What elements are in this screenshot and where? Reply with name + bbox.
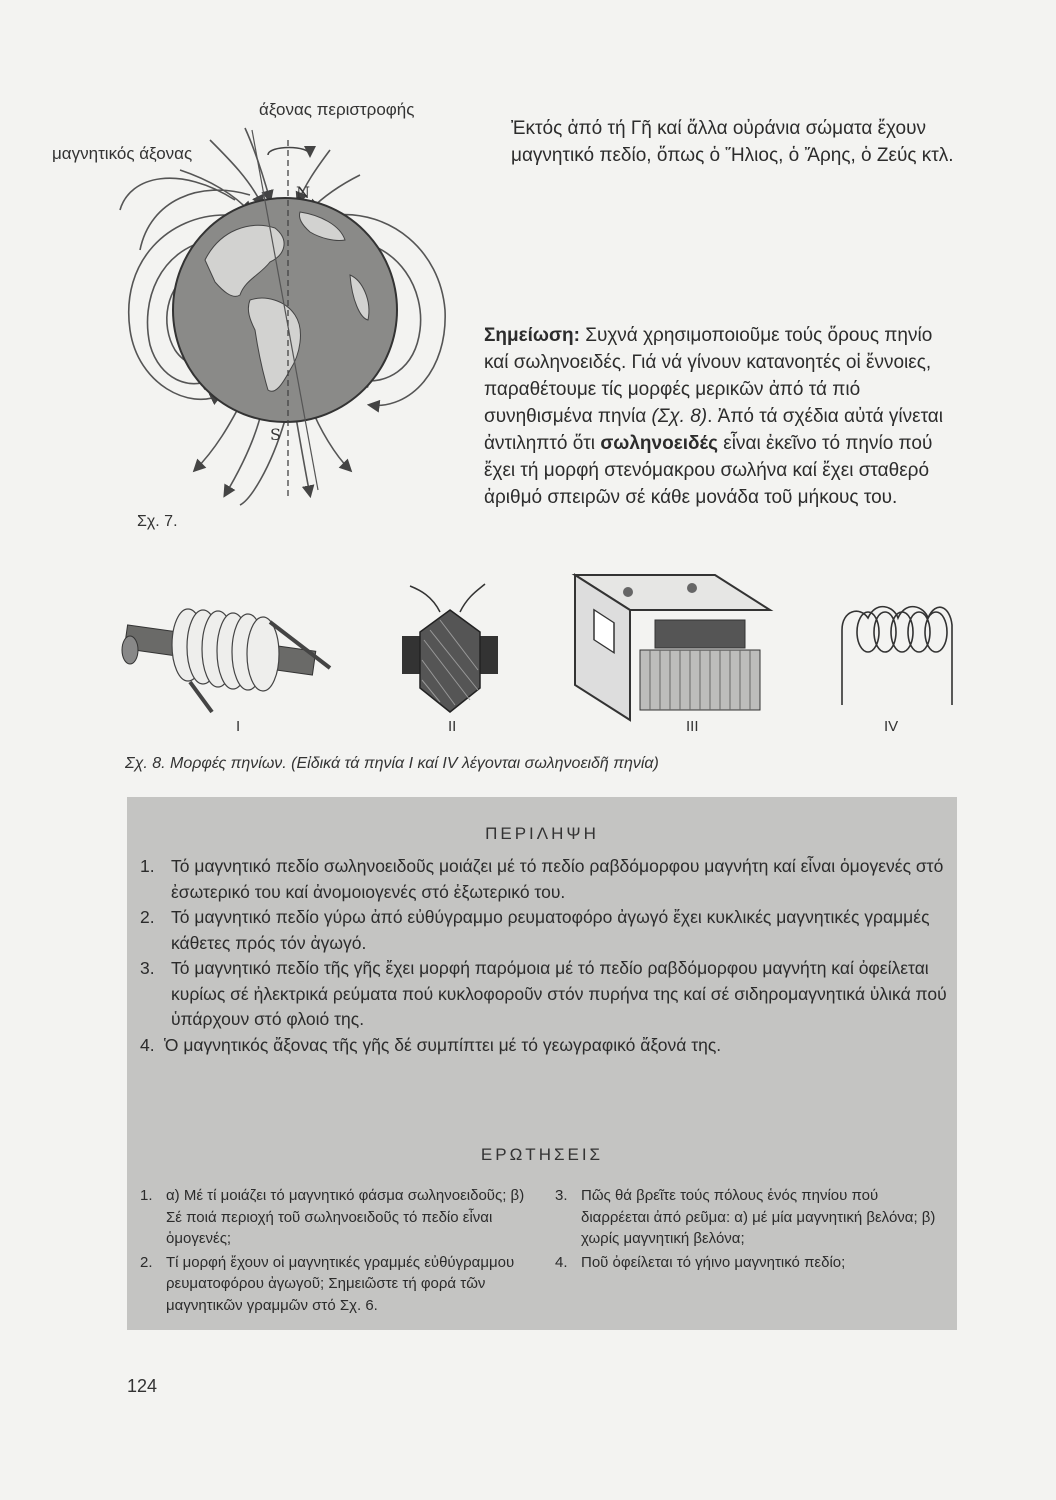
rotation-arrow-icon [268, 148, 310, 156]
summary-item-number: 1. [140, 856, 155, 876]
note-text-2: . Ἀπό τά σχέδια αὐτά γίνεται ἀντιληπτό ὅτι [484, 406, 944, 454]
summary-item-number: 4. [140, 1034, 155, 1055]
figure8-caption: Σχ. 8. Μορφές πηνίων. (Εἰδικά τά πηνία I καί IV λέγονται σωληνοειδῆ πηνία) [125, 755, 659, 772]
note-text-1: Συχνά χρησιμοποιοῦμε τούς ὅρους πηνίο καί σωληνοειδές. Γιά νά γίνουν κατανοητές οἱ ἔννοιες, παραθέτουμε τίς μορφές μερικῶν ἀπό τά πιό συνηθισμένα πηνία [484, 325, 933, 427]
note-paragraph [484, 322, 959, 511]
coil-label-ii: II [448, 718, 457, 735]
question-text: Πῶς θά βρεῖτε τούς πόλους ἑνός πηνίου πού διαρρέεται ἀπό ρεῦμα: α) μέ μία μαγνητική βελόνα; β) χωρίς μαγνητική βελόνα; [581, 1187, 936, 1247]
page-number: 124 [127, 1376, 158, 1396]
note-term: σωληνοειδές [600, 433, 718, 454]
questions-column-left [140, 1185, 535, 1316]
coil-ii [402, 584, 498, 712]
note-heading: Σημείωση: [484, 325, 580, 346]
coil-label-i: I [236, 718, 241, 735]
south-pole-label: S [270, 425, 281, 444]
figure7-caption: Σχ. 7. [137, 513, 178, 530]
question-number: 2. [140, 1253, 153, 1271]
summary-item-text: Τό μαγνητικό πεδίο γύρω ἀπό εὐθύγραμμο ρευματοφόρο ἀγωγό ἔχει κυκλικές μαγνητικές γραμμές κάθετες πρός τόν ἀγωγό. [171, 907, 930, 953]
magnetic-axis-label: μαγνητικός άξονας [52, 144, 193, 163]
rotation-axis-label: άξονας περιστροφής [259, 100, 415, 119]
summary-item [140, 854, 948, 1058]
summary-item-text: Ὁ μαγνητικός ἄξονας τῆς γῆς δέ συμπίπτει μέ τό γεωγραφικό ἄξονά της. [164, 1034, 722, 1055]
question-number: 3. [555, 1187, 568, 1204]
coil-iii [575, 575, 770, 720]
question-number: 1. [140, 1187, 153, 1204]
question-number: 4. [555, 1253, 568, 1271]
earth-magnetic-field-figure [100, 115, 500, 535]
question-text: Τί μορφή ἔχουν οἱ μαγνητικές γραμμές εὐθύγραμμου ρευματοφόρου ἀγωγοῦ; Σημειῶστε τή φορά τῶν μαγνητικῶν γραμμῶν στό Σχ. 6. [166, 1253, 515, 1314]
summary-item-text: Τό μαγνητικό πεδίο σωληνοειδοῦς μοιάζει μέ τό πεδίο ραβδόμορφου μαγνήτη καί εἶναι ὁμογενές στό ἐσωτερικό του καί ἀνομοιογενές στό ἐξωτερικό του. [171, 856, 944, 902]
north-pole-label: N [296, 183, 310, 202]
coil-label-iii: III [686, 718, 699, 735]
coil-forms-figure [110, 570, 970, 735]
note-text-3: εἶναι ἐκεῖνο τό πηνίο πού ἔχει τή μορφή στενόμακρου σωλήνα καί ἔχει σταθερό ἀριθμό σπειρῶν σέ κάθε μονάδα τοῦ μήκους του. [484, 433, 933, 508]
summary-title: ΠΕΡΙΛΗΨΗ [485, 824, 599, 843]
summary-item-text: Τό μαγνητικό πεδίο τῆς γῆς ἔχει μορφή παρόμοια μέ τό πεδίο ραβδόμορφου μαγνήτη καί ὀφείλεται κυρίως σέ ἠλεκτρικά ρεύματα πού κυκλοφοροῦν στόν πυρήνα της καί σέ σιδηρομαγνητικά ὑλικά πού ὑπάρχουν στό φλοιό της. [171, 958, 947, 1029]
coil-label-iv: IV [884, 718, 899, 735]
summary-box [127, 797, 957, 1330]
questions-title: ΕΡΩΤΗΣΕΙΣ [480, 1145, 604, 1164]
coil-i [122, 609, 330, 712]
intro-paragraph: Ἐκτός ἀπό τή Γῆ καί ἄλλα οὐράνια σώματα ἔχουν μαγνητικό πεδίο, ὅπως ὁ Ἥλιος, ὁ Ἄρης, ὁ Ζεύς κτλ. [511, 118, 954, 166]
summary-item-number: 3. [140, 958, 155, 978]
questions-column-right [555, 1185, 950, 1273]
summary-item-number: 2. [140, 907, 155, 927]
coil-iv [842, 607, 952, 705]
note-figure-ref: (Σχ. 8) [651, 406, 708, 427]
question-text: Ποῦ ὀφείλεται τό γήινο μαγνητικό πεδίο; [581, 1253, 846, 1271]
question-text: α) Μέ τί μοιάζει τό μαγνητικό φάσμα σωληνοειδοῦς; β) Σέ ποιά περιοχή τοῦ σωληνοειδοῦς τό πεδίο εἶναι ὁμογενές; [166, 1187, 525, 1247]
